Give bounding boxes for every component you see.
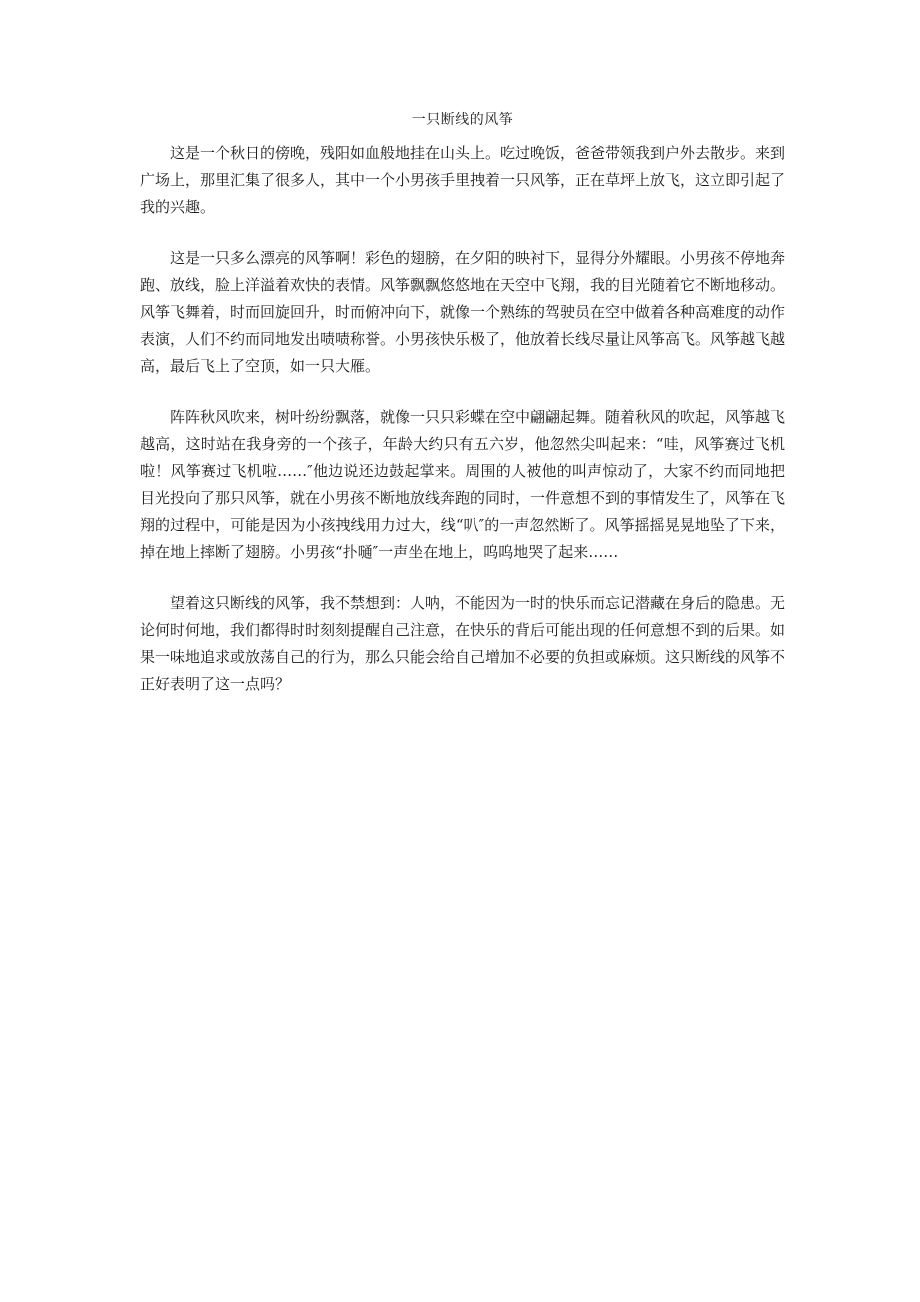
document-page: [140, 110, 785, 722]
paragraph-3: 阵阵秋风吹来，树叶纷纷飘落，就像一只只彩蝶在空中翩翩起舞。随着秋风的吹起，风筝越飞越高，这时站在我身旁的一个孩子，年龄大约只有五六岁，他忽然尖叫起来：“哇，风筝赛过飞机啦！风筝赛过飞机啦……″他边说还边鼓起掌来。周围的人被他的叫声惊动了，大家不约而同地把目光投向了那只风筝，就在小男孩不断地放线奔跑的同时，一件意想不到的事情发生了，风筝在飞翔的过程中，可能是因为小孩拽线用力过大，线“叭″的一声忽然断了。风筝摇摇晃晃地坠了下来，掉在地上摔断了翅膀。小男孩“扑嗵″一声坐在地上，呜呜地哭了起来……: [140, 408, 786, 561]
paragraph-1: 这是一个秋日的傍晚，残阳如血般地挂在山头上。吃过晚饭，爸爸带领我到户外去散步。来到广场上，那里汇集了很多人，其中一个小男孩手里拽着一只风筝，正在草坪上放飞，这立即引起了我的兴趣。: [140, 144, 786, 216]
paragraph-2: 这是一只多么漂亮的风筝啊！彩色的翅膀，在夕阳的映衬下，显得分外耀眼。小男孩不停地奔跑、放线，脸上洋溢着欢快的表情。风筝飘飘悠悠地在天空中飞翔，我的目光随着它不断地移动。风筝飞舞着，时而回旋回升，时而俯冲向下，就像一个熟练的驾驶员在空中做着各种高难度的动作表演，人们不约而同地发出啧啧称誉。小男孩快乐极了，他放着长线尽量让风筝高飞。风筝越飞越高，最后飞上了空顶，如一只大雁。: [140, 249, 786, 375]
document-title: 一只断线的风筝: [411, 112, 514, 128]
paragraph-4: 望着这只断线的风筝，我不禁想到：人呐，不能因为一时的快乐而忘记潜藏在身后的隐患。无论何时何地，我们都得时时刻刻提醒自己注意，在快乐的背后可能出现的任何意想不到的后果。如果一味地追求或放荡自己的行为，那么只能会给自己增加不必要的负担或麻烦。这只断线的风筝不正好表明了这一点吗？: [140, 594, 786, 693]
